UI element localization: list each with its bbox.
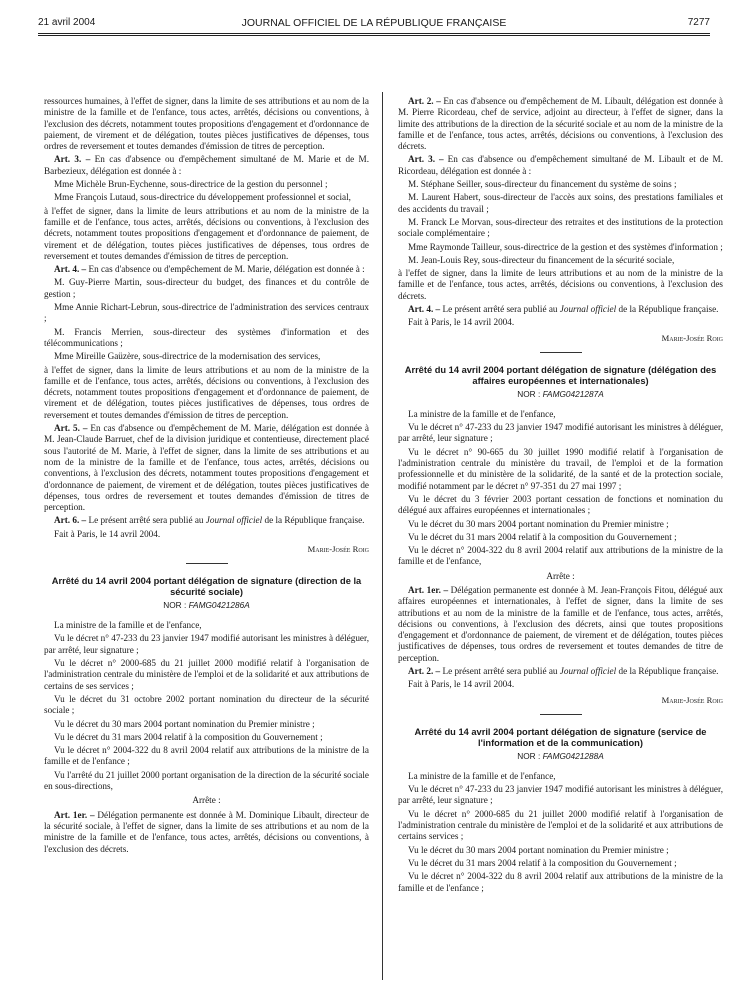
arrete-title: Arrêté du 14 avril 2004 portant délégation de signature (direction de la sécurité sociale) <box>51 576 362 598</box>
visa: Vu le décret du 3 février 2003 portant cessation de fonctions et nomination du délégué aux affaires européennes et internationales ; <box>398 493 723 516</box>
paragraph: Mme François Lutaud, sous-directrice du développement professionnel et social, <box>54 192 351 203</box>
page-number: 7277 <box>687 17 710 28</box>
nor-label: NOR : <box>163 599 189 610</box>
article-label: Art. 5. – <box>54 423 88 434</box>
article-text: En cas d'absence ou d'empêchement de M. Marie, délégation est donnée à M. Jean-Claude Barruet, chef de la division juridique et contentieuse, directement placé sous l'autorité de M. Marie, à l'effet de signer, dans la limite de ses attributions et au nom de la ministre de la famille et de l'enfance, tous actes, arrêtés, décisions ou conventions, à l'exclusion des décrets, notamment toutes propositions d'engagement et d'ordonnance de paiement, de virement et de délégation, toutes pièces justificatives de dépenses, tous ordres de reversement et toutes demandes d'émission de titres de perception. <box>44 423 369 513</box>
separator-rule <box>540 352 582 353</box>
visa: Vu le décret n° 2004-322 du 8 avril 2004 relatif aux attributions de la ministre de la famille et de l'enfance ; <box>44 745 369 767</box>
article-4 <box>44 264 369 275</box>
right-column <box>398 96 723 896</box>
visa: Vu le décret du 31 mars 2004 relatif à la composition du Gouvernement ; <box>54 731 323 742</box>
article-label: Art. 4. – <box>408 304 441 315</box>
nor-reference <box>398 389 723 400</box>
fait-a-paris: Fait à Paris, le 14 avril 2004. <box>408 679 515 690</box>
visa: Vu le décret n° 2004-322 du 8 avril 2004 relatif aux attributions de la ministre de la famille et de l'enfance ; <box>398 871 723 893</box>
arrete-heading: Arrête : <box>192 795 221 806</box>
article-label: Art. 2. – <box>408 96 441 106</box>
visa: Vu le décret du 30 mars 2004 portant nomination du Premier ministre ; <box>408 844 669 855</box>
arrete-title: Arrêté du 14 avril 2004 portant délégation de signature (délégation des affaires européennes et internationales) <box>404 364 717 386</box>
article-3 <box>398 154 723 177</box>
issue-date: 21 avril 2004 <box>38 17 96 28</box>
paragraph: M. Franck Le Morvan, sous-directeur des retraites et des institutions de la protection sociale complémentaire ; <box>398 216 723 239</box>
visa: Vu l'arrêté du 21 juillet 2000 portant organisation de la direction de la sécurité sociale en sous-directions, <box>44 769 369 792</box>
nor-label: NOR : <box>517 388 543 399</box>
page-header <box>38 17 710 33</box>
arrete-heading: Arrête : <box>546 570 575 581</box>
paragraph: La ministre de la famille et de l'enfance, <box>408 408 556 419</box>
article-text: de la République française. <box>616 304 719 315</box>
nor-code: FAMG0421287A <box>542 388 604 399</box>
paragraph: Mme Mireille Gaüzère, sous-directrice de la modernisation des services, <box>54 351 321 362</box>
paragraph: ressources humaines, à l'effet de signer, dans la limite de ses attributions et au nom de la ministre de la famille et de l'enfance, tous actes, arrêtés, décisions ou conventions, à l'exclusion des décrets, notamment toutes propositions d'engagement et d'ordonnance de paiement, de virement et de délégation, toutes pièces justificatives de dépenses, tous ordres de reversement et toutes demandes d'émission de titres de perception. <box>44 96 369 152</box>
paragraph: Mme Michèle Brun-Eychenne, sous-directrice de la gestion du personnel ; <box>54 179 328 190</box>
separator-rule <box>540 714 582 715</box>
article-label: Art. 3. – <box>408 154 444 165</box>
header-rule-double <box>38 35 710 36</box>
article-label: Art. 1er. – <box>54 809 95 820</box>
article-text: Le présent arrêté sera publié au <box>440 666 560 677</box>
separator-rule <box>186 563 228 564</box>
paragraph: M. Laurent Habert, sous-directeur de l'accès aux soins, des prestations familiales et des accidents du travail ; <box>398 192 723 214</box>
article-1 <box>398 585 723 664</box>
paragraph: à l'effet de signer, dans la limite de leurs attributions et au nom de la ministre de la famille et de l'enfance, tous actes, arrêtés, décisions ou conventions, à l'exclusion des décrets, notamment toutes propositions d'engagement et d'ordonnance de paiement, de virement et de délégation, toutes pièces justificatives de dépenses, tous ordres de reversement et toutes demandes d'émission de titres de perception. <box>44 364 369 420</box>
header-rule <box>38 33 710 34</box>
article-text: En cas d'absence ou d'empêchement simultané de M. Marie et de M. Barbezieux, délégation est donnée à : <box>44 154 369 176</box>
visa: Vu le décret n° 90-665 du 30 juillet 1990 modifié relatif à l'organisation de l'administration centrale du ministère du travail, de l'emploi et de la formation professionnelle et du ministère de la solidarité, de la santé et de la protection sociale, modifié notamment par le décret n° 97-351 du 27 mai 1997 ; <box>398 446 723 491</box>
article-text: de la République française. <box>616 666 719 677</box>
article-4 <box>398 304 723 315</box>
article-text: En cas d'absence ou d'empêchement de M. Libault, délégation est donnée à M. Pierre Ricordeau, chef de service, adjoint au directeur, à l'effet de signer, dans la limite des attributions de la direction de la sécurité sociale et au nom de la ministre de la famille et de l'enfance, tous actes, arrêtés, décisions ou conventions, à l'exclusion des décrets. <box>398 96 723 152</box>
article-text: de la République française. <box>262 515 365 526</box>
visa: Vu le décret du 31 octobre 2002 portant nomination du directeur de la sécurité sociale ; <box>44 693 369 716</box>
signature: Marie-Josée Roig <box>661 332 723 343</box>
article-label: Art. 3. – <box>54 154 91 165</box>
visa: Vu le décret du 30 mars 2004 portant nomination du Premier ministre ; <box>408 518 669 529</box>
article-2 <box>398 96 723 152</box>
article-3 <box>44 154 369 177</box>
article-label: Art. 4. – <box>54 264 87 275</box>
article-text: En cas d'absence ou d'empêchement simultané de M. Libault et de M. Ricordeau, délégation est donnée à : <box>398 154 723 176</box>
journal-officiel-ref: Journal officiel <box>205 515 263 526</box>
nor-code: FAMG0421286A <box>188 599 250 610</box>
paragraph: M. Guy-Pierre Martin, sous-directeur du budget, des finances et du contrôle de gestion ; <box>44 277 369 299</box>
signature: Marie-Josée Roig <box>307 543 369 554</box>
paragraph: à l'effet de signer, dans la limite de leurs attributions et au nom de la ministre de la famille et de l'enfance, tous actes, arrêtés, décisions ou conventions, à l'exclusion des décrets, notamment toutes propositions d'engagement et d'ordonnance de paiement, de virement et de délégation, toutes pièces justificatives de dépenses, tous ordres de reversement et toutes demandes d'émission de titres de perception. <box>44 205 369 261</box>
column-divider <box>382 92 383 980</box>
article-1 <box>44 810 369 855</box>
nor-reference <box>44 600 369 611</box>
paragraph: à l'effet de signer, dans la limite de leurs attributions et au nom de la ministre de la famille et de l'enfance, tous actes, arrêtés, décisions ou conventions, à l'exclusion des décrets. <box>398 268 723 301</box>
arrete-title: Arrêté du 14 avril 2004 portant délégation de signature (service de l'information et de la communication) <box>414 726 707 748</box>
article-text: En cas d'absence ou d'empêchement de M. Marie, délégation est donnée à : <box>86 264 365 275</box>
paragraph: M. Stéphane Seiller, sous-directeur du financement du système de soins ; <box>408 179 677 190</box>
fait-a-paris: Fait à Paris, le 14 avril 2004. <box>54 528 161 539</box>
fait-a-paris: Fait à Paris, le 14 avril 2004. <box>408 317 515 328</box>
visa: Vu le décret du 31 mars 2004 relatif à la composition du Gouvernement ; <box>408 531 677 542</box>
article-5 <box>44 423 369 513</box>
nor-label: NOR : <box>517 750 543 761</box>
visa: Vu le décret du 31 mars 2004 relatif à la composition du Gouvernement ; <box>408 857 677 868</box>
visa: Vu le décret n° 47-233 du 23 janvier 1947 modifié autorisant les ministres à déléguer, par arrêté, leur signature ; <box>44 633 369 655</box>
article-text: Délégation permanente est donnée à M. Jean-François Fitou, délégué aux affaires européennes et internationales, à l'effet de signer, dans la limite de ses attributions et au nom de la ministre de la famille et de l'enfance, tous actes, arrêtés, décisions ou conventions, à l'exclusion des décrets, ainsi que toutes propositions d'engagement et d'ordonnance de paiement, de virement et de délégation, toutes pièces justificatives de dépenses, tous ordres de reversement et toutes demandes de titre de perception. <box>398 584 723 663</box>
article-label: Art. 1er. – <box>408 584 449 595</box>
article-text: Le présent arrêté sera publié au <box>86 515 206 526</box>
nor-code: FAMG0421288A <box>542 750 604 761</box>
article-label: Art. 6. – <box>54 515 87 526</box>
signature: Marie-Josée Roig <box>661 694 723 705</box>
article-text: Le présent arrêté sera publié au <box>440 304 560 315</box>
journal-officiel-ref: Journal officiel <box>559 666 617 677</box>
visa: Vu le décret n° 2004-322 du 8 avril 2004 relatif aux attributions de la ministre de la famille et de l'enfance, <box>398 545 723 567</box>
paragraph: M. Jean-Louis Rey, sous-directeur du financement de la sécurité sociale, <box>408 254 675 265</box>
article-label: Art. 2. – <box>408 666 441 677</box>
paragraph: Mme Raymonde Tailleur, sous-directrice de la gestion et des systèmes d'information ; <box>408 241 723 252</box>
visa: Vu le décret n° 2000-685 du 21 juillet 2000 modifié relatif à l'organisation de l'administration centrale du ministère de l'emploi et de la solidarité et aux attributions de certains de ses services ; <box>44 658 369 691</box>
journal-title: JOURNAL OFFICIEL DE LA RÉPUBLIQUE FRANÇAISE <box>241 17 507 29</box>
visa: Vu le décret n° 47-233 du 23 janvier 1947 modifié autorisant les ministres à déléguer, par arrêté, leur signature ; <box>398 784 723 806</box>
paragraph: Mme Annie Richart-Lebrun, sous-directrice de l'administration des services centraux ; <box>44 302 369 324</box>
article-text: Délégation permanente est donnée à M. Dominique Libault, directeur de la sécurité sociale, à l'effet de signer, dans la limite de ses attributions et au nom de la ministre de la famille et de l'enfance, tous actes, arrêtés, décisions ou conventions, à l'exclusion des décrets. <box>44 809 369 854</box>
visa: Vu le décret n° 47-233 du 23 janvier 1947 modifié autorisant les ministres à déléguer, par arrêté, leur signature ; <box>398 422 723 444</box>
article-6 <box>44 515 369 526</box>
left-column <box>44 96 369 857</box>
visa: Vu le décret du 30 mars 2004 portant nomination du Premier ministre ; <box>54 718 315 729</box>
nor-reference <box>398 751 723 762</box>
paragraph: La ministre de la famille et de l'enfance, <box>54 620 202 631</box>
visa: Vu le décret n° 2000-685 du 21 juillet 2000 modifié relatif à l'organisation de l'administration centrale du ministère de l'emploi et de la solidarité et aux attributions de certains services ; <box>398 808 723 842</box>
paragraph: La ministre de la famille et de l'enfance, <box>408 770 556 781</box>
journal-officiel-ref: Journal officiel <box>559 304 617 315</box>
article-2 <box>398 666 723 677</box>
paragraph: M. Francis Merrien, sous-directeur des systèmes d'information et des télécommunications ; <box>44 326 369 348</box>
